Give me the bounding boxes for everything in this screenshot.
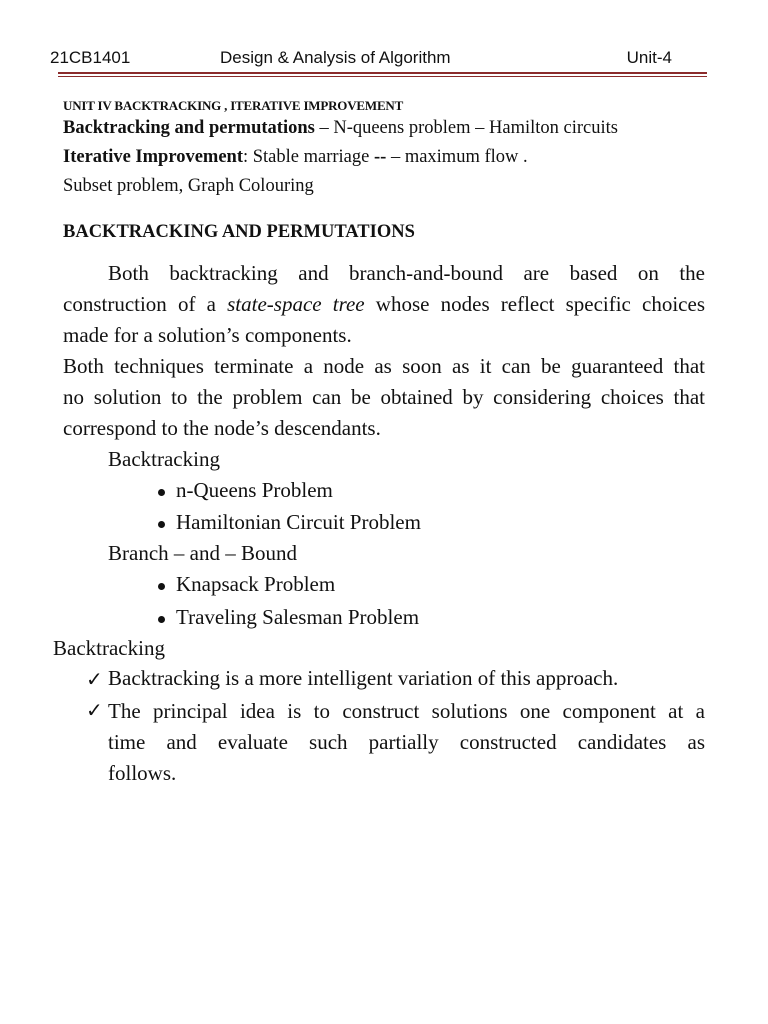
- list-item: Knapsack Problem: [176, 572, 336, 596]
- check-item-line-3: follows.: [108, 761, 177, 785]
- termination-line-2: no solution to the problem can be obtained by considering choices that: [63, 385, 705, 409]
- bullet-dot-icon: [158, 489, 168, 499]
- section-title: BACKTRACKING AND PERMUTATIONS: [63, 222, 415, 242]
- header-rule-thin: [58, 76, 707, 77]
- termination-line-3: correspond to the node’s descendants.: [63, 416, 381, 440]
- termination-line-1: Both techniques terminate a node as soon as it can be guaranteed that: [63, 354, 705, 378]
- header-rule-thick: [58, 72, 707, 74]
- course-title: Design & Analysis of Algorithm: [220, 48, 451, 67]
- bullet-dot-icon: [158, 521, 168, 531]
- list-item: n-Queens Problem: [176, 478, 333, 502]
- unit-number: Unit-4: [626, 48, 672, 67]
- syllabus-topic-2-detail-b: – maximum flow .: [386, 147, 528, 167]
- intro-line-2-b: whose nodes reflect specific choices: [364, 292, 706, 316]
- check-item: Backtracking is a more intelligent variation of this approach.: [108, 666, 619, 690]
- page-header: [50, 48, 672, 72]
- bullet-dot-icon: [158, 583, 168, 593]
- list-item: Hamiltonian Circuit Problem: [176, 510, 421, 534]
- syllabus-line-1: [63, 118, 618, 139]
- check-item-line-2: time and evaluate such partially constructed candidates as: [108, 730, 705, 754]
- intro-line-1-text: Both backtracking and branch-and-bound are based on the: [108, 261, 705, 285]
- state-space-tree-term: state-space tree: [227, 292, 365, 316]
- syllabus-topic-1: Backtracking and permutations: [63, 118, 315, 138]
- list-item: Traveling Salesman Problem: [176, 605, 420, 629]
- syllabus-line-3: Subset problem, Graph Colouring: [63, 176, 314, 196]
- termination-paragraph: [63, 351, 705, 444]
- branch-and-bound-label: Branch – and – Bound: [108, 541, 297, 565]
- bullet-dot-icon: [158, 616, 168, 626]
- intro-paragraph: [63, 258, 705, 351]
- syllabus-line-2: [63, 147, 528, 168]
- intro-line-3: made for a solution’s components.: [63, 323, 352, 347]
- intro-line-2-a: construction of a: [63, 292, 228, 316]
- syllabus-topic-2-detail-a: : Stable marriage: [242, 147, 374, 167]
- intro-line-1: [63, 258, 705, 289]
- syllabus-topic-1-detail: – N-queens problem – Hamilton circuits: [314, 118, 618, 138]
- syllabus-topic-2: Iterative Improvement: [63, 147, 243, 167]
- check-item: [108, 696, 705, 789]
- course-code: 21CB1401: [50, 48, 131, 67]
- backtracking-label: Backtracking: [108, 447, 220, 471]
- checkmark-icon: ✓: [86, 667, 103, 691]
- check-item-line-1: The principal idea is to construct solutions one component at a: [108, 699, 705, 723]
- intro-line-2: [63, 289, 705, 320]
- backtracking-heading: Backtracking: [53, 636, 165, 660]
- checkmark-icon: ✓: [86, 698, 103, 722]
- unit-title: UNIT IV BACKTRACKING , ITERATIVE IMPROVEMENT: [63, 98, 404, 113]
- syllabus-topic-2-dash: --: [373, 147, 387, 167]
